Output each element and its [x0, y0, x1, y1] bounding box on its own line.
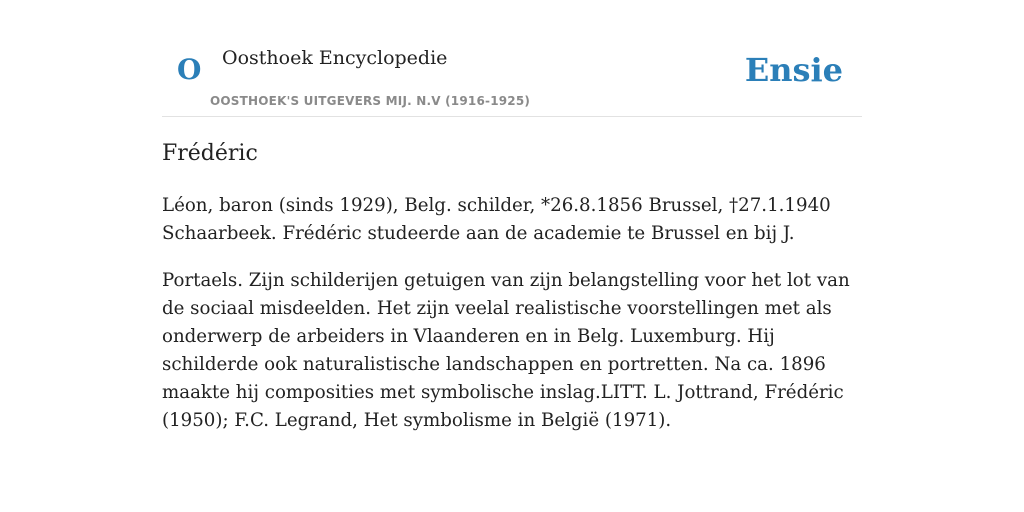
entry-title: Frédéric [162, 141, 258, 166]
oosthoek-logo[interactable]: O [177, 53, 202, 86]
publication-title[interactable]: Oosthoek Encyclopedie [222, 47, 448, 69]
ensie-logo[interactable]: Ensie [744, 51, 843, 89]
page-header [162, 0, 862, 117]
encyclopedia-page [162, 0, 862, 431]
entry-paragraph: Léon, baron (sinds 1929), Belg. schilder, *26.8.1856 Brussel, †27.1.1940 Schaarbeek. Frédéric studeerde aan de academie te Brussel en bij J. [162, 195, 831, 244]
entry-paragraph: Portaels. Zijn schilderijen getuigen van zijn belangstelling voor het lot van de sociaal misdeelden. Het zijn veelal realistische voorstellingen met als onderwerp de arbeiders in Vlaanderen en in Belg. Luxemburg. Hij schilderde ook naturalistische landschappen en portretten. Na ca. 1896 maakte hij composities met symbolische inslag.LITT. L. Jottrand, Frédéric (1950); F.C. Legrand, Het symbolisme in België (1971). [162, 270, 850, 431]
publisher-line: OOSTHOEK'S UITGEVERS MIJ. N.V (1916-1925) [210, 94, 531, 108]
